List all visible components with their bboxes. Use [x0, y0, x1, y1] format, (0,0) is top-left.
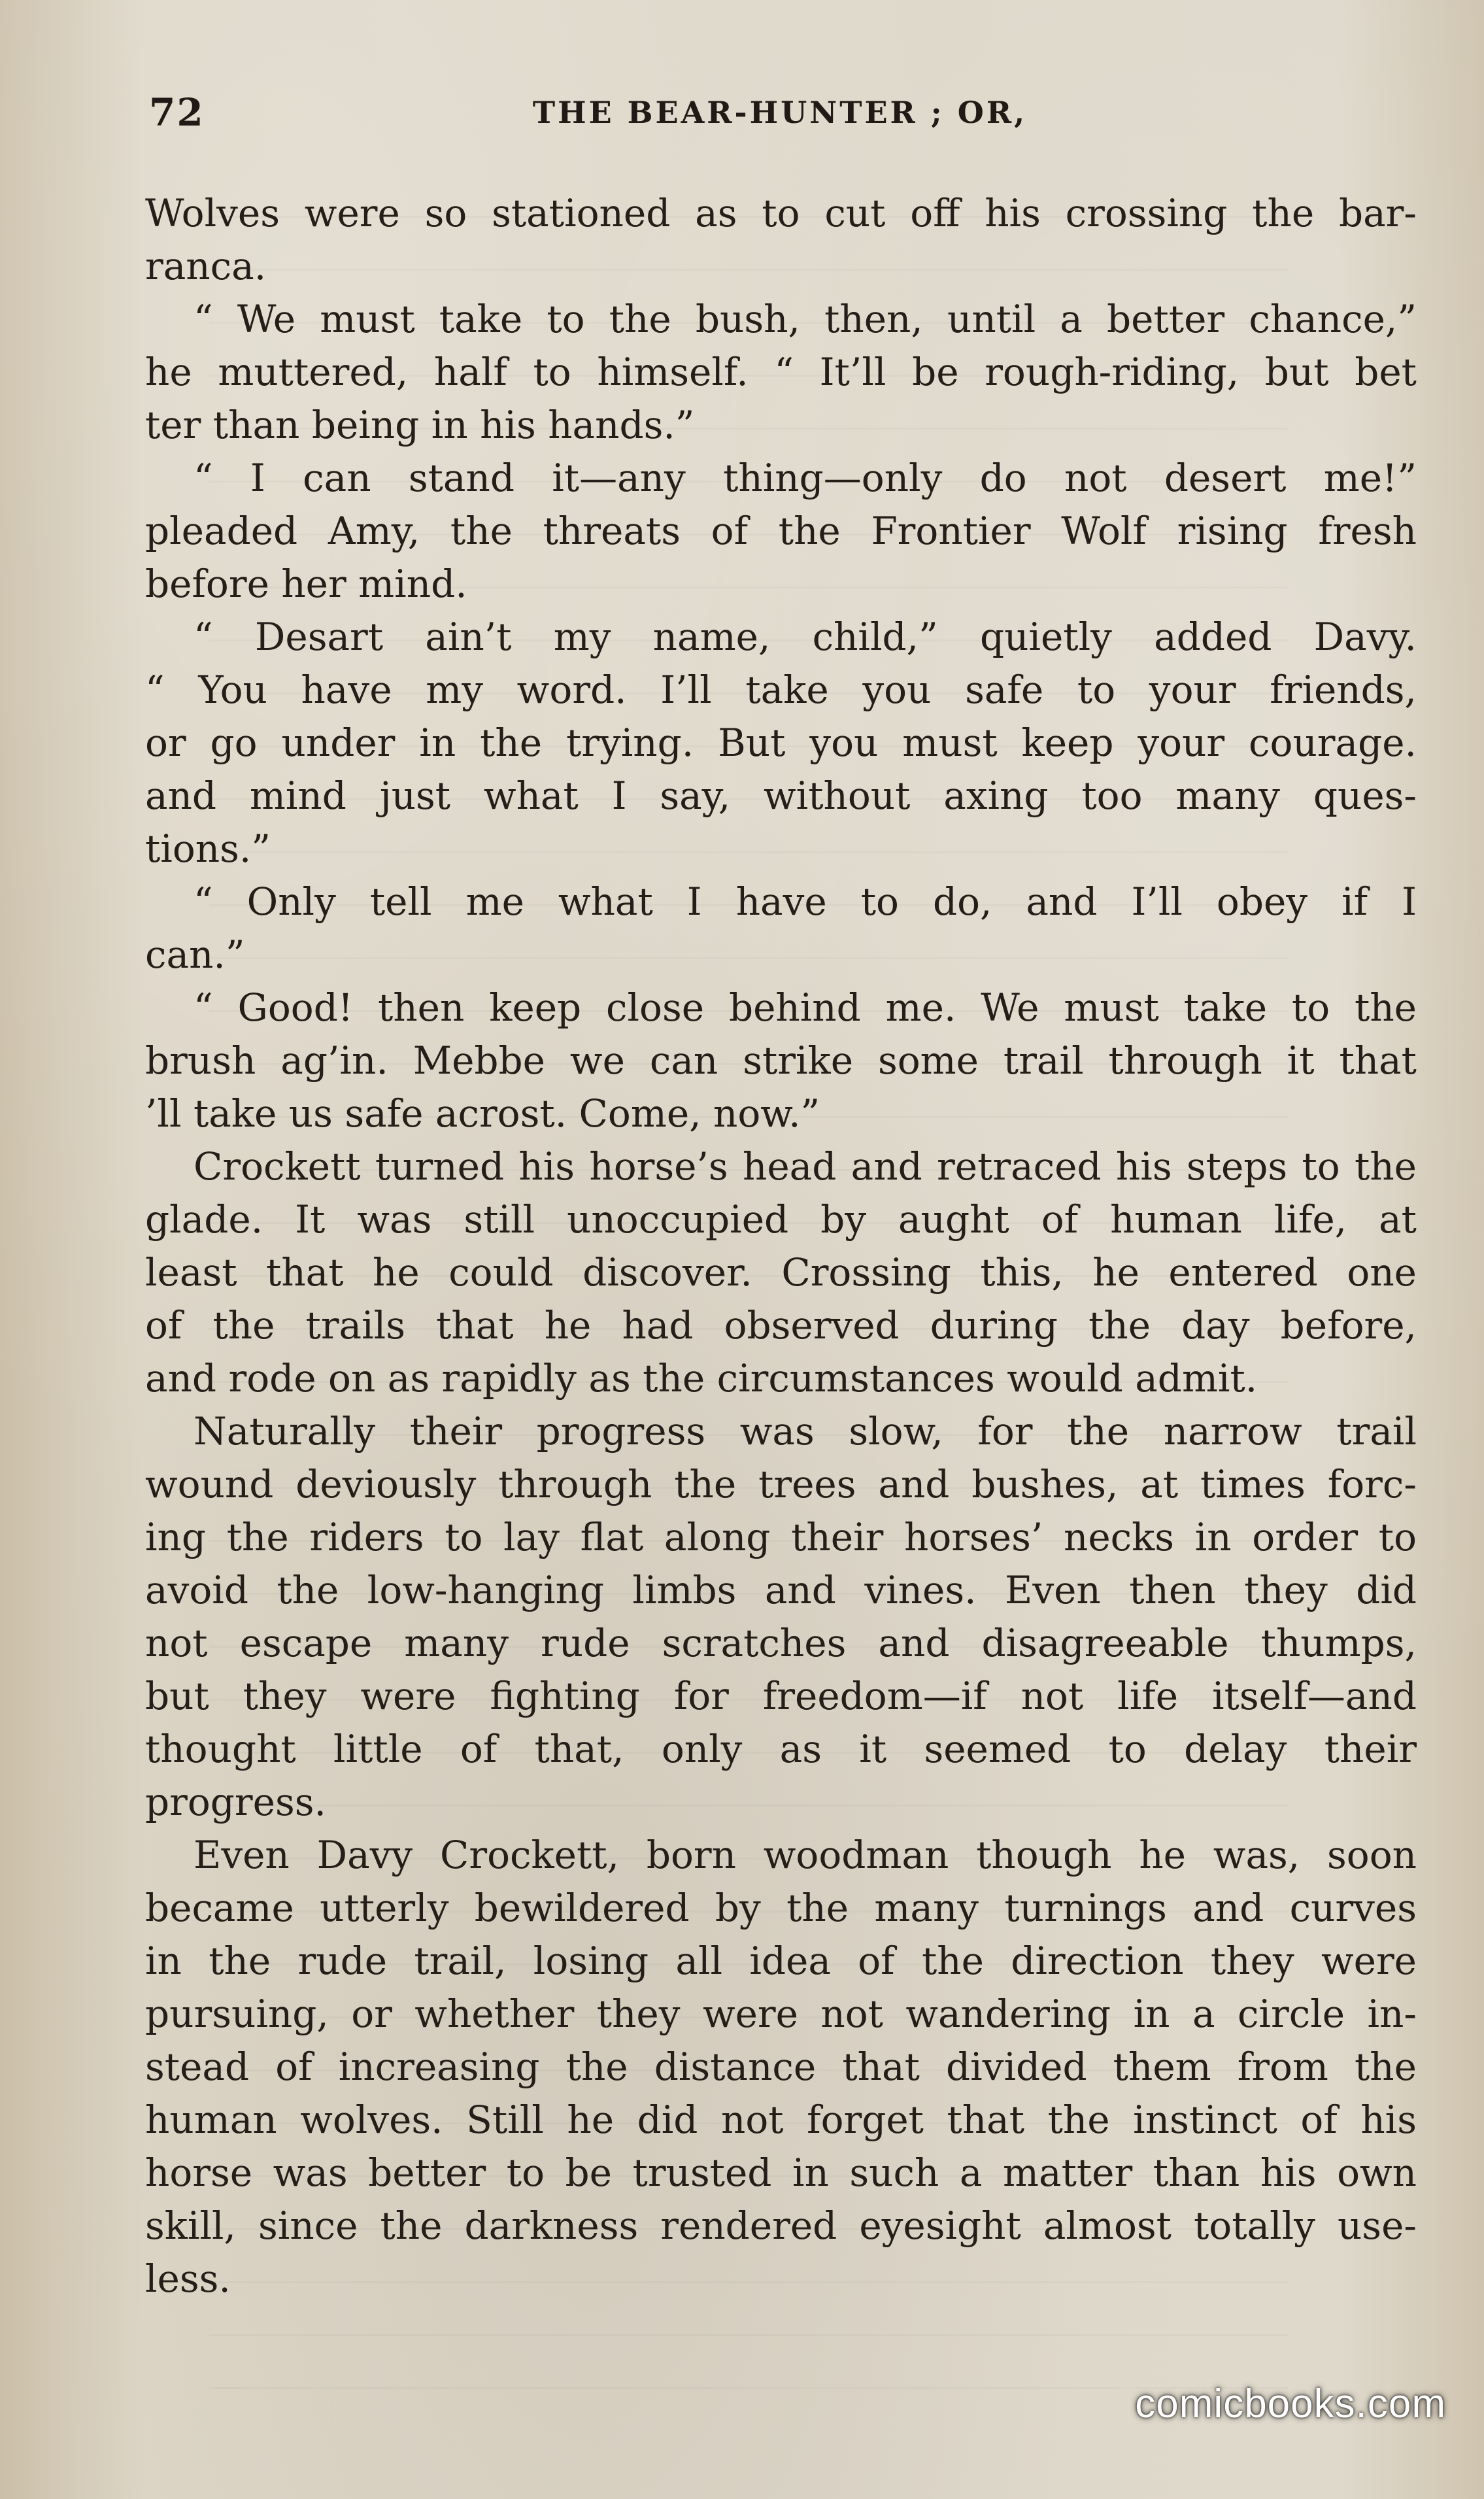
text-line: avoid the low-hanging limbs and vines. Even then they did [145, 1568, 1417, 1612]
text-line: less. [145, 2256, 231, 2301]
text-line: or go under in the trying. But you must keep your courage. [145, 721, 1417, 765]
text-line: stead of increasing the distance that divided them from the [145, 2045, 1417, 2089]
text-line: “ You have my word. I’ll take you safe to your friends, [145, 668, 1417, 712]
text-line: can.” [145, 932, 245, 977]
text-line: wound deviously through the trees and bushes, at times forc- [145, 1462, 1417, 1506]
text-line: “ Desart ain’t my name, child,” quietly added Davy. [194, 615, 1417, 659]
text-line: skill, since the darkness rendered eyesight almost totally use- [145, 2203, 1417, 2248]
text-line: Naturally their progress was slow, for the narrow trail [194, 1409, 1417, 1454]
text-line: “ I can stand it—any thing—only do not desert me!” [194, 456, 1417, 500]
text-line: glade. It was still unoccupied by aught of human life, at [145, 1197, 1417, 1242]
text-line: least that he could discover. Crossing this, he entered one [145, 1250, 1417, 1295]
body-text [145, 187, 1417, 2305]
text-line: before her mind. [145, 562, 467, 606]
text-line: human wolves. Still he did not forget that the instinct of his [145, 2098, 1417, 2142]
text-line: ing the riders to lay flat along their horses’ necks in order to [145, 1515, 1417, 1559]
text-line: of the trails that he had observed during the day before, [145, 1303, 1417, 1348]
text-line: Even Davy Crockett, born woodman though he was, soon [194, 1833, 1417, 1877]
text-line: Crockett turned his horse’s head and retraced his steps to the [194, 1144, 1417, 1189]
text-line: tions.” [145, 826, 271, 871]
text-line: he muttered, half to himself. “ It’ll be rough-riding, but bet [145, 350, 1417, 394]
text-line: ranca. [145, 244, 267, 288]
text-line: ter than being in his hands.” [145, 403, 695, 447]
running-head: THE BEAR-HUNTER ; OR, [532, 95, 1028, 130]
text-line: “ Good! then keep close behind me. We must take to the [194, 985, 1417, 1030]
page-header [149, 81, 1411, 144]
text-line: progress. [145, 1780, 326, 1824]
text-line: Wolves were so stationed as to cut off his crossing the bar- [145, 191, 1417, 235]
text-line: “ Only tell me what I have to do, and I’ll obey if I [194, 879, 1417, 924]
text-line: in the rude trail, losing all idea of the direction they were [145, 1939, 1417, 1983]
text-line: pleaded Amy, the threats of the Frontier Wolf rising fresh [145, 509, 1417, 553]
text-line: thought little of that, only as it seemed to delay their [145, 1727, 1417, 1771]
site-watermark: comicbooks.com [1135, 2381, 1446, 2426]
text-line: ’ll take us safe acrost. Come, now.” [145, 1091, 820, 1136]
page-number: 72 [149, 90, 205, 135]
text-line: but they were fighting for freedom—if not life itself—and [145, 1674, 1417, 1718]
text-line: not escape many rude scratches and disagreeable thumps, [145, 1621, 1417, 1665]
text-line: brush ag’in. Mebbe we can strike some trail through it that [145, 1038, 1417, 1083]
text-line: and mind just what I say, without axing too many ques- [145, 774, 1417, 818]
text-line: and rode on as rapidly as the circumstances would admit. [145, 1356, 1258, 1401]
text-line: became utterly bewildered by the many turnings and curves [145, 1886, 1417, 1930]
text-line: horse was better to be trusted in such a matter than his own [145, 2150, 1417, 2195]
text-line: “ We must take to the bush, then, until a better chance,” [194, 297, 1417, 341]
text-line: pursuing, or whether they were not wandering in a circle in- [145, 1992, 1417, 2036]
